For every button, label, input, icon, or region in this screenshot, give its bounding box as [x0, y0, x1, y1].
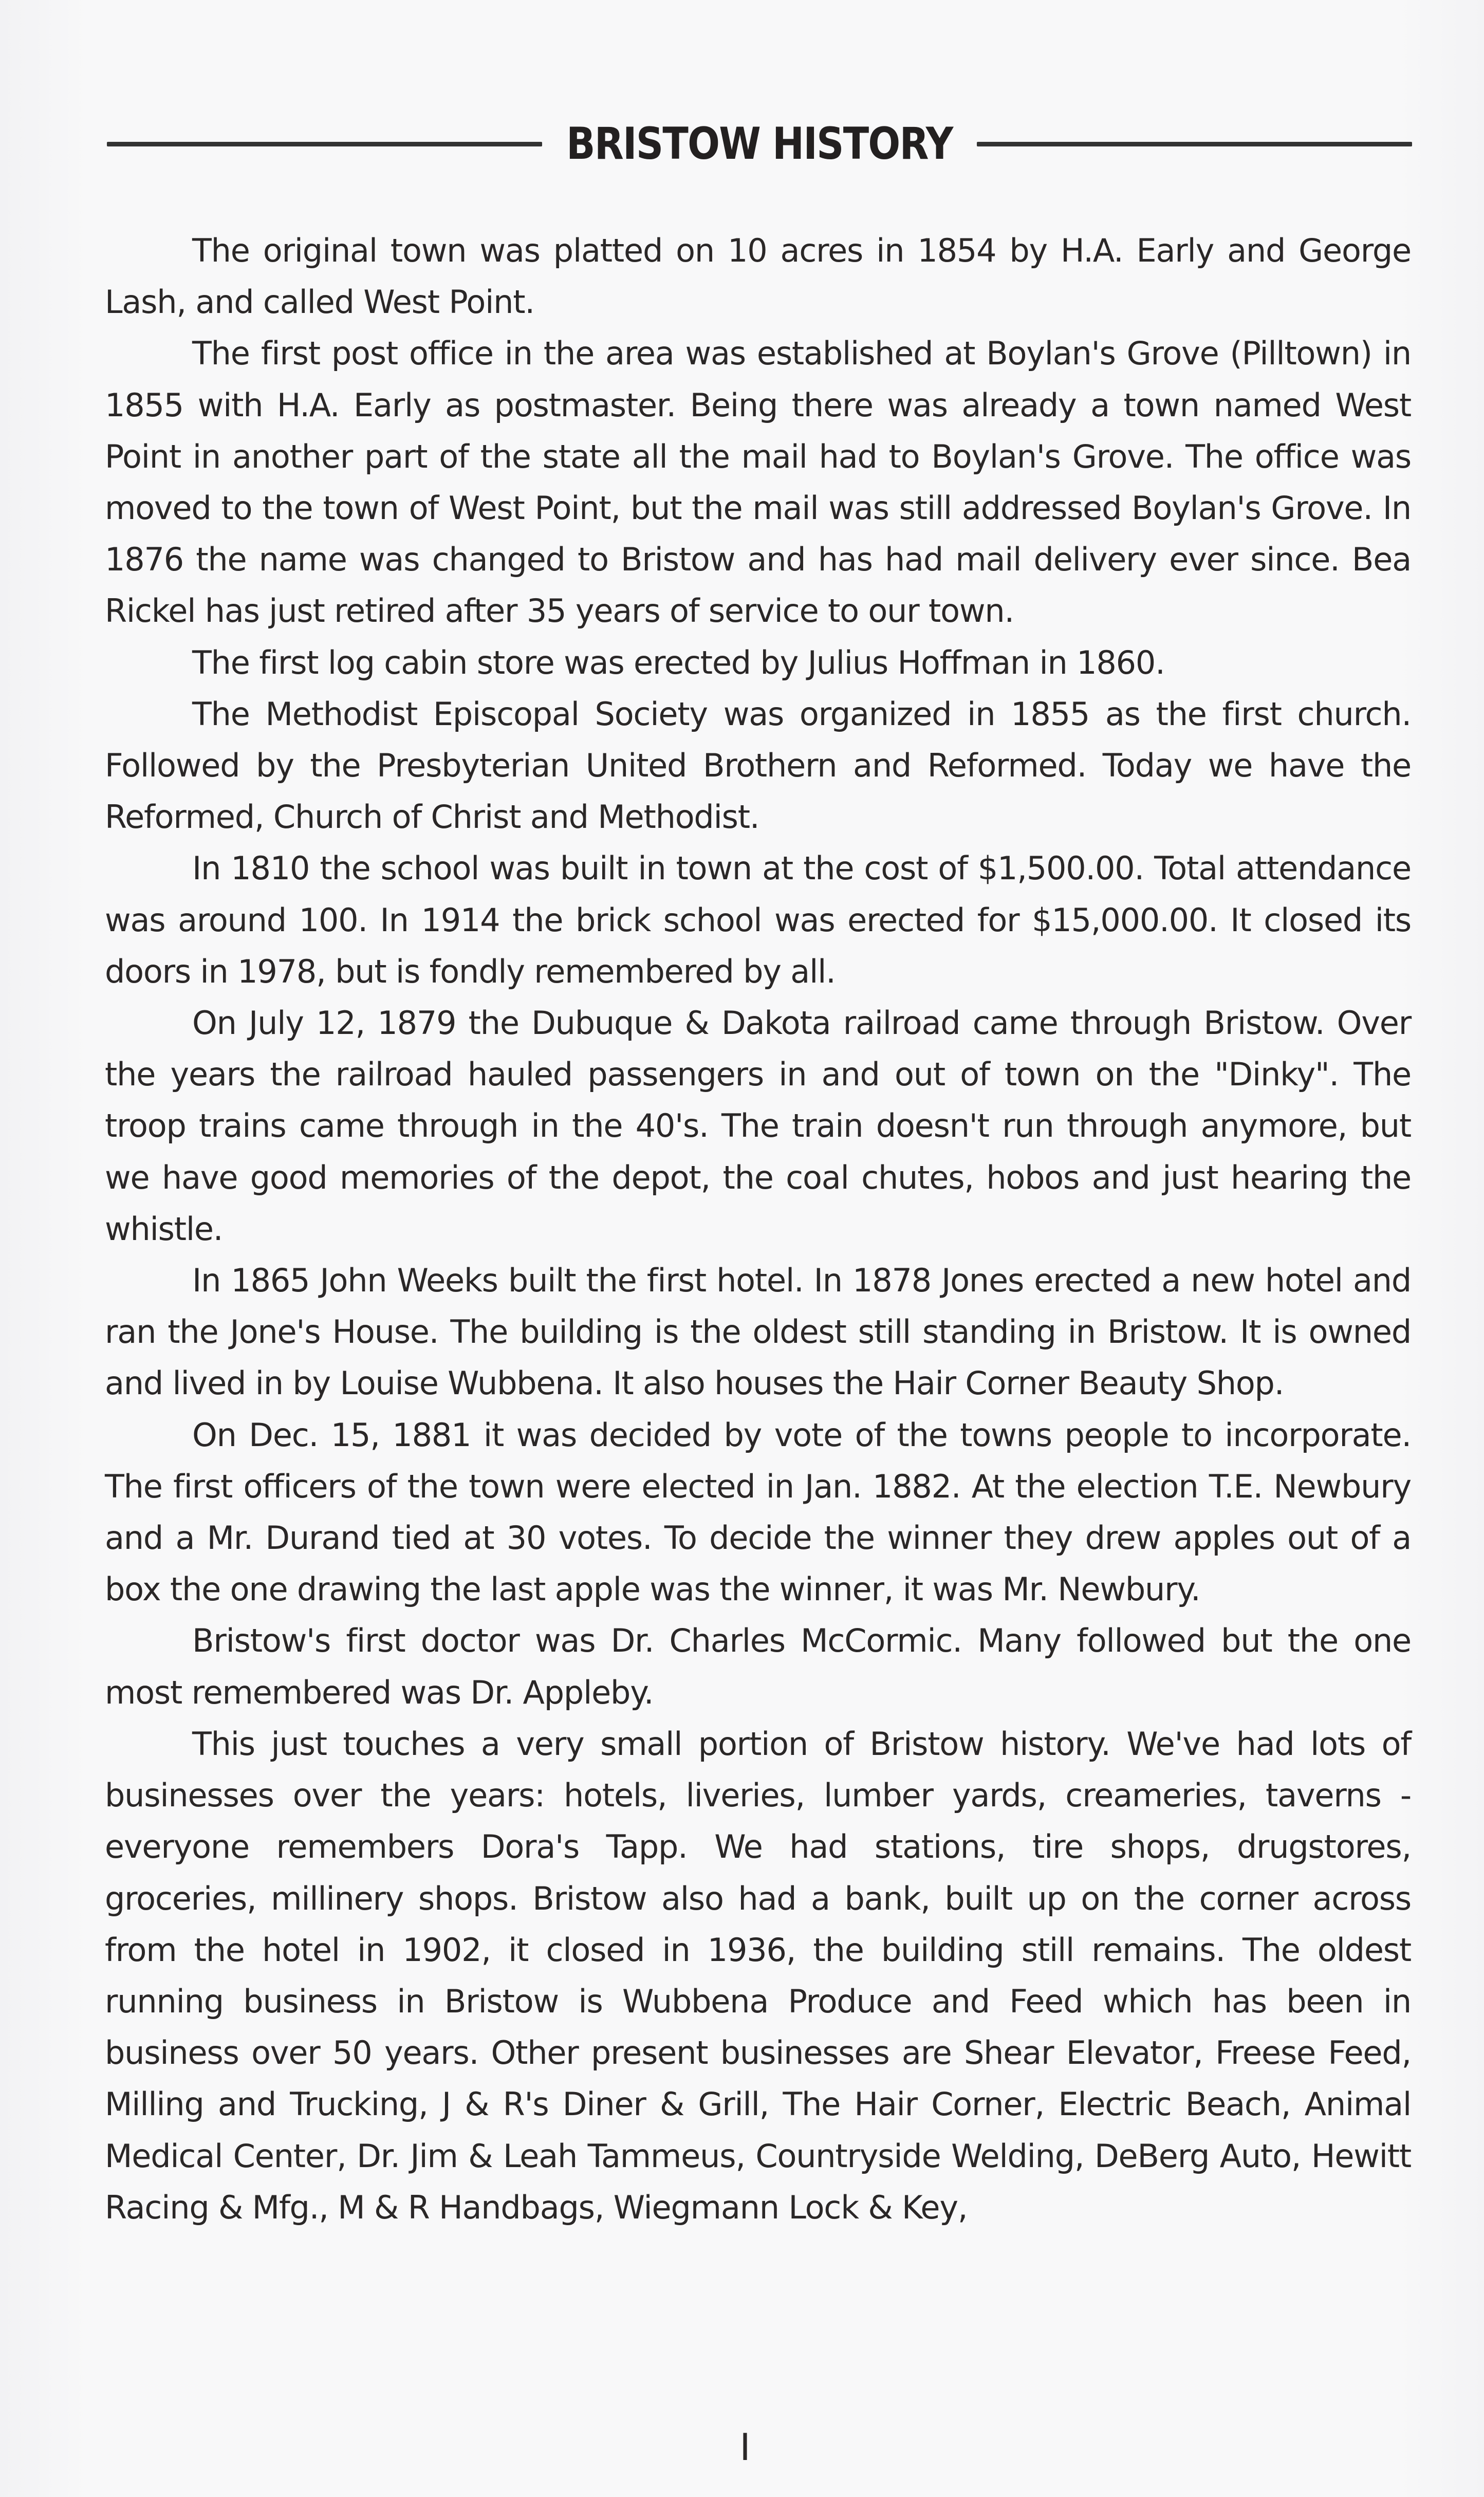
- title-rule-left: [107, 142, 542, 146]
- paragraph-post-office: The first post office in the area was established at Boylan's Grove (Pilltown) in 1855 with H.A. Early as postmaster. Being there was already a town named West Point in another part of the state all the mail had to Boylan's Grove. The office was moved to the town of West Point, but the mail was still addressed Boylan's Grove. In 1876 the name was changed to Bristow and has had mail delivery ever since. Bea Rickel has just retired after 35 years of service to our town.: [105, 335, 1411, 630]
- paragraph-hotel: In 1865 John Weeks built the first hotel. In 1878 Jones erected a new hotel and ran the Jone's House. The building is the oldest still standing in Bristow. It is owned and lived in by Louise Wubbena. It also houses the Hair Corner Beauty Shop.: [105, 1262, 1411, 1402]
- paragraph-doctor: Bristow's first doctor was Dr. Charles McCormic. Many followed but the one most remembered was Dr. Appleby.: [105, 1622, 1411, 1711]
- paragraph-churches: The Methodist Episcopal Society was organized in 1855 as the first church. Followed by the Presbyterian United Brothern and Reformed. Today we have the Reformed, Church of Christ and Methodist.: [105, 695, 1411, 836]
- paragraph-log-cabin-store: The first log cabin store was erected by Julius Hoffman in 1860.: [192, 643, 1165, 681]
- paragraph-railroad: On July 12, 1879 the Dubuque & Dakota railroad came through Bristow. Over the years the railroad hauled passengers in and out of town on the "Dinky". The troop trains came through in the 40's. The train doesn't run through anymore, but we have good memories of the depot, the coal chutes, hobos and just hearing the whistle.: [105, 1004, 1411, 1248]
- section-header: [107, 116, 1412, 172]
- paragraph-school: In 1810 the school was built in town at the cost of $1,500.00. Total attendance was around 100. In 1914 the brick school was erected for $15,000.00. It closed its doors in 1978, but is fondly remembered by all.: [105, 849, 1411, 990]
- paragraph-town-platted: The original town was platted on 10 acres in 1854 by H.A. Early and George Lash, and called West Point.: [105, 232, 1411, 321]
- title-rule-right: [977, 142, 1412, 146]
- page-title: BRISTOW HISTORY: [566, 118, 953, 170]
- paragraph-incorporation: On Dec. 15, 1881 it was decided by vote of the towns people to incorporate. The first officers of the town were elected in Jan. 1882. At the election T.E. Newbury and a Mr. Durand tied at 30 votes. To decide the winner they drew apples out of a box the one drawing the last apple was the winner, it was Mr. Newbury.: [105, 1416, 1411, 1608]
- history-body: [105, 225, 1411, 2233]
- paragraph-businesses: This just touches a very small portion of Bristow history. We've had lots of businesses over the years: hotels, liveries, lumber yards, creameries, taverns - everyone remembers Dora's Tapp. We had stations, tire shops, drugstores, groceries, millinery shops. Bristow also had a bank, built up on the corner across from the hotel in 1902, it closed in 1936, the building still remains. The oldest running business in Bristow is Wubbena Produce and Feed which has been in business over 50 years. Other present businesses are Shear Elevator, Freese Feed, Milling and Trucking, J & R's Diner & Grill, The Hair Corner, Electric Beach, Animal Medical Center, Dr. Jim & Leah Tammeus, Countryside Welding, DeBerg Auto, Hewitt Racing & Mfg., M & R Handbags, Wiegmann Lock & Key,: [105, 1725, 1411, 2226]
- page-number: I: [739, 2426, 751, 2469]
